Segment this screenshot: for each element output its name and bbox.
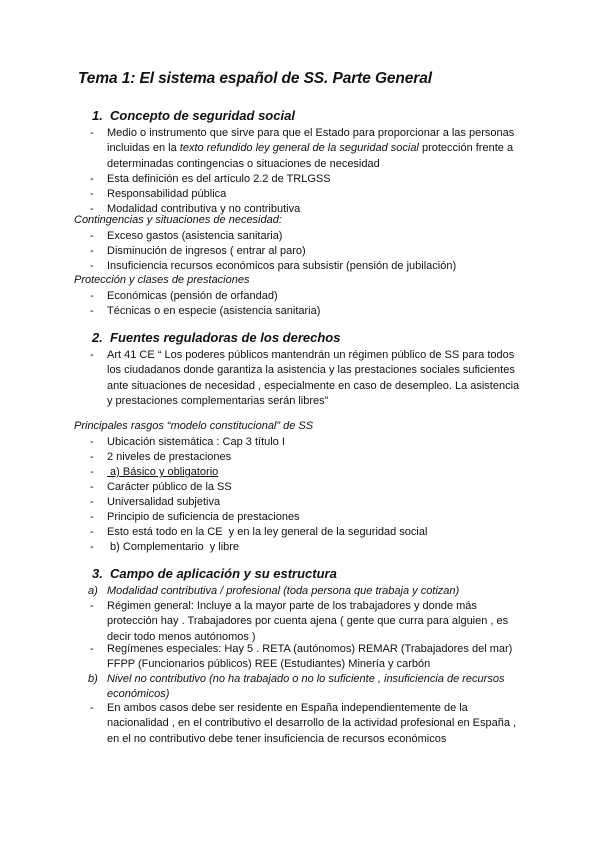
list-item-text: Esto está todo en la CE y en la ley general de la seguridad social — [107, 526, 428, 538]
section-number: 3. — [92, 566, 103, 581]
bullet-marker: - — [90, 496, 94, 508]
alpha-marker: b) — [88, 673, 98, 685]
list-item — [90, 126, 520, 172]
list-item — [90, 642, 520, 673]
list-item — [90, 229, 520, 244]
bullet-marker: - — [90, 127, 94, 139]
bullet-marker: - — [90, 230, 94, 242]
bullet-marker: - — [90, 451, 94, 463]
list-item — [90, 672, 520, 703]
list-item-text: Económicas (pensión de orfandad) — [107, 290, 278, 302]
list-item-text: Insuficiencia recursos económicos para subsistir (pensión de jubilación) — [107, 260, 457, 272]
list-item-text: 2 niveles de prestaciones — [107, 451, 232, 463]
bullet-marker: - — [90, 188, 94, 200]
bullet-marker: - — [90, 643, 94, 655]
list-item-text: Régimen general: Incluye a la mayor parte de los trabajadores y donde más protección hay . Trabajadores por cuenta ajena ( gente que curra para alguien , es decir todo menos autónomos ) — [107, 600, 509, 643]
list-item-text: Universalidad subjetiva — [107, 496, 221, 508]
list-item — [90, 289, 520, 304]
bullet-marker: - — [90, 526, 94, 538]
bullet-marker: - — [90, 173, 94, 185]
list-item — [90, 480, 520, 495]
list-item-text: Técnicas o en especie (asistencia sanitaria) — [107, 305, 321, 317]
list-item-text: Exceso gastos (asistencia sanitaria) — [107, 230, 283, 242]
section-1-heading — [92, 108, 295, 123]
list-item — [90, 495, 520, 510]
bullet-marker: - — [90, 511, 94, 523]
alpha-marker: a) — [88, 585, 98, 597]
list-item — [90, 244, 520, 259]
bullet-marker: - — [90, 245, 94, 257]
bullet-marker: - — [90, 349, 94, 361]
list-item-text: Modalidad contributiva / profesional (toda persona que trabaja y cotizan) — [107, 585, 460, 597]
list-item — [90, 701, 520, 747]
list-item-text: Art 41 CE “ Los poderes públicos mantendrán un régimen público de SS para todos los ciudadanos donde garantiza la asistencia y las prestaciones sociales suficientes ante situaciones de necesidad , especialmente en caso de desempleo. La asistencia y prestaciones complementarias serán libres” — [107, 349, 520, 408]
list-item-text: Disminución de ingresos ( entrar al paro) — [107, 245, 306, 257]
list-item-text: Ubicación sistemática : Cap 3 título I — [107, 436, 285, 448]
section-number: 1. — [92, 108, 103, 123]
list-item — [90, 540, 520, 555]
list-item-text: Principio de suficiencia de prestaciones — [107, 511, 300, 523]
bullet-marker: - — [90, 481, 94, 493]
subheading-rasgos: Principales rasgos “modelo constitucional” de SS — [74, 420, 314, 432]
subheading-prestaciones: Protección y clases de prestaciones — [74, 274, 250, 286]
subheading-contingencias: Contingencias y situaciones de necesidad: — [74, 214, 282, 226]
bullet-marker: - — [90, 600, 94, 612]
list-item — [90, 348, 520, 410]
list-item-text: b) Complementario y libre — [107, 541, 240, 553]
bullet-marker: - — [90, 436, 94, 448]
section-title: Fuentes reguladoras de los derechos — [110, 330, 341, 345]
list-item-text: Esta definición es del artículo 2.2 de TRLGSS — [107, 173, 331, 185]
list-item — [90, 172, 520, 187]
list-item — [90, 599, 520, 645]
list-item-text: Modalidad contributiva y no contributiva — [107, 203, 301, 215]
list-item — [90, 510, 520, 525]
list-item — [90, 435, 520, 450]
list-item-text: En ambos casos debe ser residente en España independientemente de la nacionalidad , en el contributivo el desarrollo de la actividad profesional en España , en el no contributivo debe tener insuficiencia de recursos económicos — [107, 702, 517, 745]
list-item — [90, 584, 520, 599]
list-item — [90, 187, 520, 202]
list-item — [90, 525, 520, 540]
bullet-marker: - — [90, 290, 94, 302]
list-item-text: Medio o instrumento que sirve para que el Estado para proporcionar a las personas incluidas en la texto refundido ley general de la seguridad social protección frente a determinadas contingencias o situaciones de necesidad — [107, 127, 515, 170]
bullet-marker: - — [90, 260, 94, 272]
list-item-text: a) Básico y obligatorio — [107, 466, 219, 478]
section-2-heading — [92, 330, 340, 345]
bullet-marker: - — [90, 702, 94, 714]
bullet-marker: - — [90, 203, 94, 215]
bullet-marker: - — [90, 305, 94, 317]
list-item-text: Responsabilidad pública — [107, 188, 227, 200]
page-title: Tema 1: El sistema español de SS. Parte General — [78, 70, 432, 87]
list-item-text: Regímenes especiales: Hay 5 . RETA (autónomos) REMAR (Trabajadores del mar) FFPP (Funcionarios públicos) REE (Estudiantes) Minería y carbón — [107, 643, 513, 671]
list-item — [90, 304, 520, 319]
list-item — [90, 465, 520, 480]
section-3-heading — [92, 566, 337, 581]
section-title: Campo de aplicación y su estructura — [110, 566, 337, 581]
section-number: 2. — [92, 330, 103, 345]
bullet-marker: - — [90, 541, 94, 553]
list-item — [90, 259, 520, 274]
list-item-text: Carácter público de la SS — [107, 481, 232, 493]
bullet-marker: - — [90, 466, 94, 478]
list-item-text: Nivel no contributivo (no ha trabajado o no lo suficiente , insuficiencia de recursos económicos) — [107, 673, 505, 701]
list-item — [90, 450, 520, 465]
section-title: Concepto de seguridad social — [110, 108, 295, 123]
